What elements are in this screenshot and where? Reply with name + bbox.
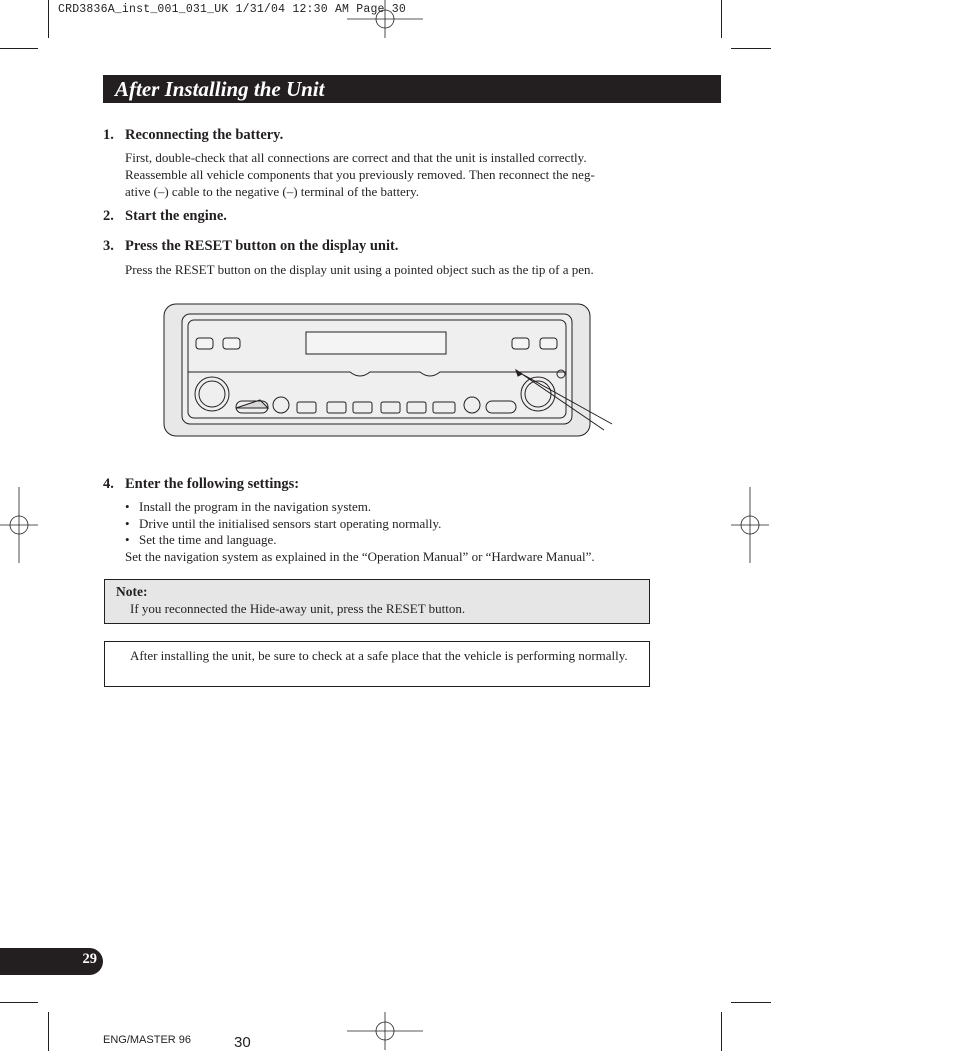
list-item: • Drive until the initialised sensors start operating normally. (125, 515, 442, 531)
step-title: Start the engine. (125, 208, 227, 224)
body-line: Reassemble all vehicle components that you previously removed. Then reconnect the neg- (125, 167, 595, 182)
list-item-text: Install the program in the navigation system. (139, 499, 372, 514)
body-line: First, double-check that all connections are correct and that the unit is installed correctly. (125, 150, 587, 165)
step-title: Enter the following settings: (125, 476, 300, 492)
list-item: • Set the time and language. (125, 532, 277, 548)
list-item-text: Set the time and language. (139, 532, 277, 548)
step-1-body (125, 149, 655, 200)
step-number: 1. (103, 127, 114, 143)
safety-text: After installing the unit, be sure to check at a safe place that the vehicle is performing normally. (130, 648, 628, 663)
settings-instruction: Set the navigation system as explained in the “Operation Manual” or “Hardware Manual”. (125, 549, 595, 565)
step-title: Press the RESET button on the display unit. (125, 238, 399, 254)
body-line: Press the RESET button on the display unit using a pointed object such as the tip of a pen. (125, 262, 594, 277)
footer-page-number: 30 (234, 1034, 251, 1051)
step-title: Reconnecting the battery. (125, 127, 284, 143)
page-title: After Installing the Unit (115, 77, 325, 101)
body-line: ative (–) cable to the negative (–) terminal of the battery. (125, 184, 420, 199)
step-3-heading (103, 238, 398, 255)
section-title-bar (103, 75, 721, 103)
list-item-text: Drive until the initialised sensors start operating normally. (139, 515, 442, 531)
print-slug: CRD3836A_inst_001_031_UK 1/31/04 12:30 AM Page 30 (58, 3, 406, 16)
page-number: 29 (82, 951, 97, 967)
list-item: • Install the program in the navigation system. (125, 499, 372, 514)
safety-box (104, 641, 650, 687)
note-title: Note: (116, 584, 148, 599)
page-number-tab (0, 948, 103, 975)
note-box (104, 579, 650, 624)
settings-list (125, 499, 665, 566)
step-number: 4. (103, 476, 114, 492)
note-text: If you reconnected the Hide-away unit, press the RESET button. (130, 601, 466, 616)
step-number: 3. (103, 238, 114, 254)
step-3-body (125, 261, 665, 278)
step-number: 2. (103, 208, 114, 224)
step-4-heading (103, 476, 299, 493)
step-1-heading (103, 127, 283, 144)
footer-code: ENG/MASTER 96 (103, 1034, 192, 1046)
display-unit-illustration (160, 300, 620, 440)
step-2-heading (103, 208, 227, 225)
